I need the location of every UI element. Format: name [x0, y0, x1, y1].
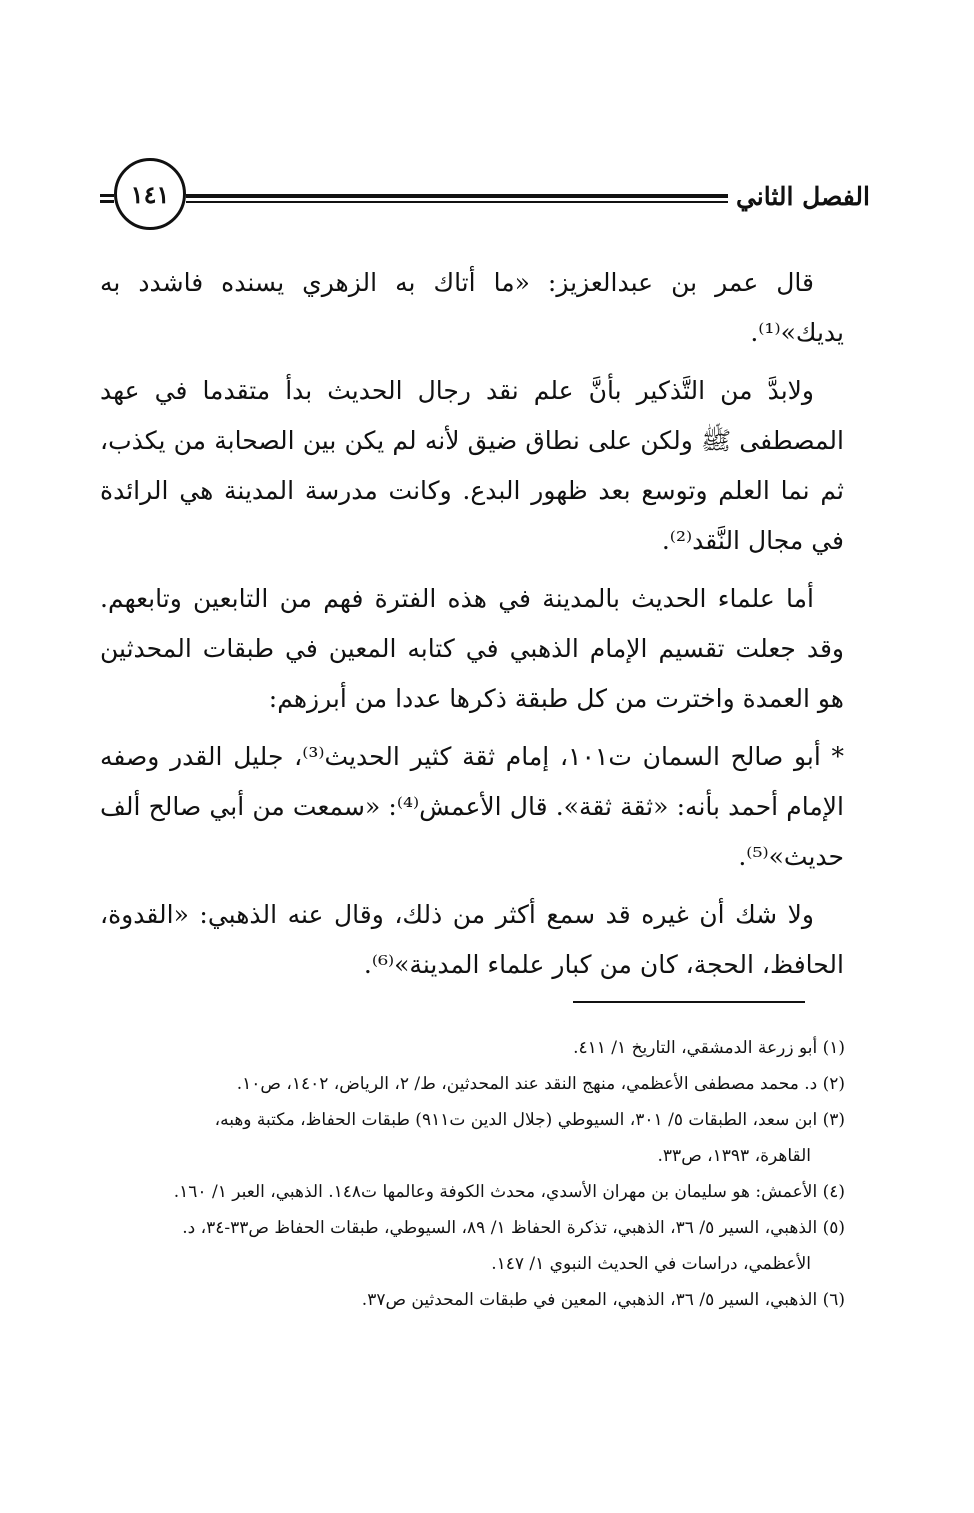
footnote-separator: [573, 1001, 805, 1003]
paragraph-1: قال عمر بن عبدالعزيز: «ما أتاك به الزهري يسنده فاشدد به يديك»⁽¹⁾.: [100, 268, 844, 347]
header-rule-end: [100, 194, 114, 204]
footnote-continuation: القاهرة، ١٣٩٣، ص٣٣.: [657, 1146, 811, 1166]
footnote-text: (٥) الذهبي، السير ٥/ ٣٦، الذهبي، تذكرة الحفاظ ١/ ٨٩، السيوطي، طبقات الحفاظ ص٣٣-٣٤، د.: [182, 1218, 845, 1238]
footnote-text: (٢) د. محمد مصطفى الأعظمي، منهج النقد عند المحدثين، ط/ ٢، الرياض، ١٤٠٢، ص١٠.: [236, 1074, 845, 1094]
footnote-5: [90, 1210, 845, 1282]
paragraph-5: ولا شك أن غيره قد سمع أكثر من ذلك، وقال عنه الذهبي: «القدوة، الحافظ، الحجة، كان من كبار علماء المدينة»⁽⁶⁾.: [100, 900, 844, 979]
chapter-title: الفصل الثاني: [735, 182, 870, 211]
footnote-2: [90, 1066, 845, 1102]
footnote-continuation: الأعظمي، دراسات في الحديث النبوي ١/ ١٤٧.: [491, 1254, 811, 1274]
footnote-4: [90, 1174, 845, 1210]
footnote-text: (٣) ابن سعد، الطبقات ٥/ ٣٠١، السيوطي (جلال الدين ت٩١١) طبقات الحفاظ، مكتبة وهبه،: [214, 1110, 845, 1130]
paragraph-4: * أبو صالح السمان ت١٠١، إمام ثقة كثير الحديث⁽³⁾، جليل القدر وصفه الإمام أحمد بأنه: «ثقة ثقة». قال الأعمش⁽⁴⁾: «سمعت من أبي صالح ألف حديث»⁽⁵⁾.: [100, 742, 844, 871]
page-number-text: ١٤١: [130, 179, 170, 209]
header-rule-end-top: [100, 194, 114, 197]
page-header: [100, 158, 870, 242]
footnote-6: [90, 1282, 845, 1318]
header-rule-thick: [186, 194, 728, 198]
page-number: [114, 158, 186, 230]
header-rule-thin: [186, 201, 728, 203]
footnote-text: (٦) الذهبي، السير ٥/ ٣٦، الذهبي، المعين في طبقات المحدثين ص٣٧.: [361, 1290, 845, 1310]
footnote-3: [90, 1102, 845, 1174]
footnote-text: (٤) الأعمش: هو سليمان بن مهران الأسدي، محدث الكوفة وعالمها ت١٤٨. الذهبي، العبر ١/ ١٦٠.: [173, 1182, 845, 1202]
main-text: [100, 258, 844, 998]
paragraph-3: أما علماء الحديث بالمدينة في هذه الفترة فهم من التابعين وتابعهم. وقد جعلت تقسيم الإمام الذهبي في كتابه المعين في طبقات المحدثين هو العمدة واخترت من كل طبقة ذكرها عددا من أبرزهم:: [100, 584, 844, 713]
header-rule-end-bottom: [100, 200, 114, 203]
footnotes: [90, 1030, 845, 1318]
header-rule: [186, 194, 728, 206]
footnote-1: [90, 1030, 845, 1066]
footnote-text: (١) أبو زرعة الدمشقي، التاريخ ١/ ٤١١.: [573, 1038, 845, 1058]
paragraph-2: ولابدَّ من التَّذكير بأنَّ علم نقد رجال الحديث بدأ متقدما في عهد المصطفى ﷺ ولكن على نطاق ضيق لأنه لم يكن بين الصحابة من يكذب، ثم نما العلم وتوسع بعد ظهور البدع. وكانت مدرسة المدينة هي الرائدة في مجال النَّقد⁽²⁾.: [100, 376, 844, 555]
